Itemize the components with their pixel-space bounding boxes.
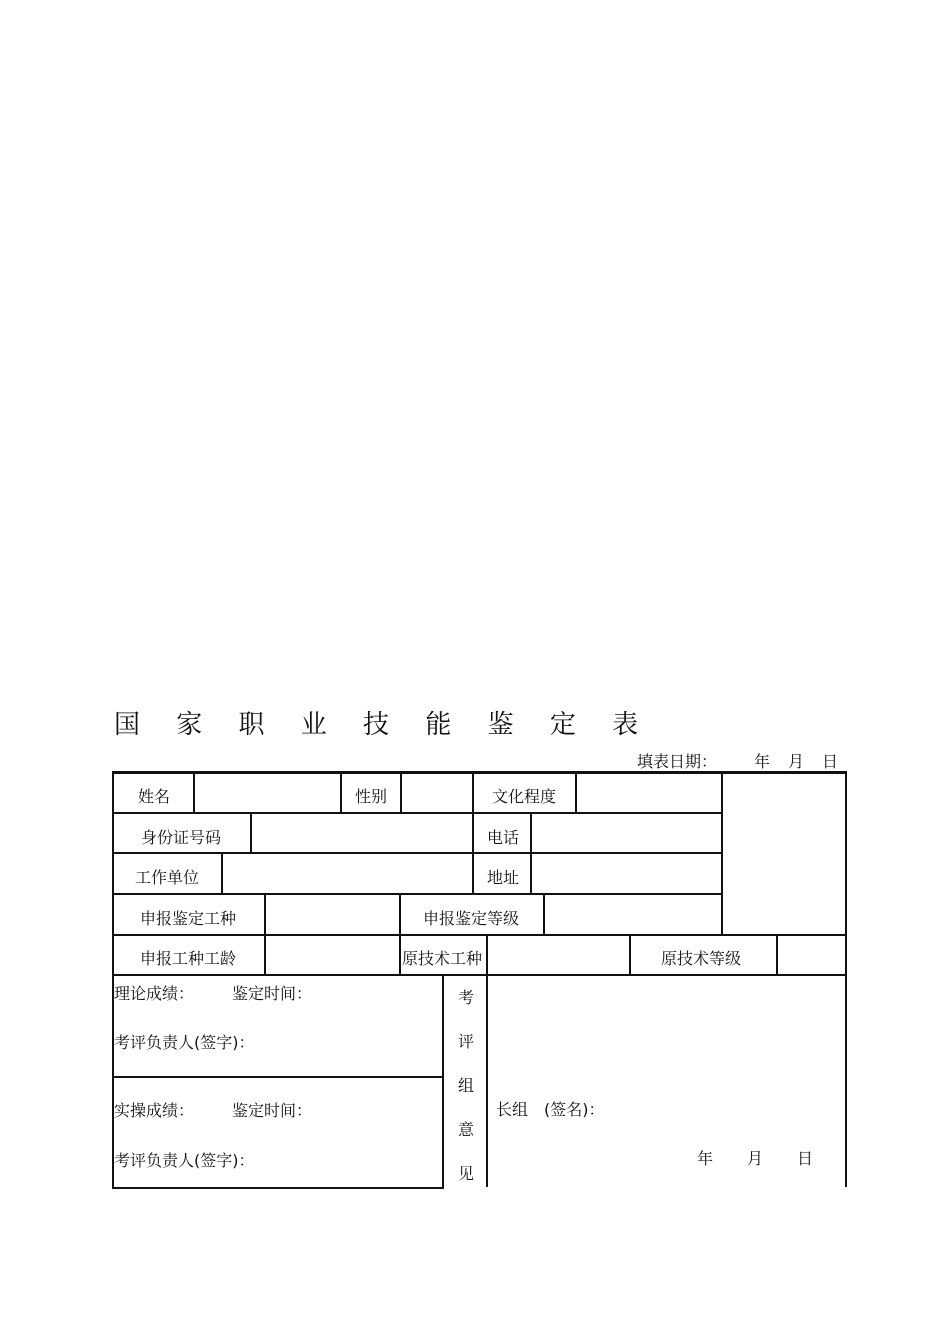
r5-v5 [776,934,778,975]
border-left [112,771,114,1189]
opinion-char-3: 组 [458,1076,475,1095]
label-education: 文化程度 [492,787,557,806]
fill-date-month: 月 [788,752,805,771]
r1-v5 [575,771,577,813]
opinion-char-2: 评 [458,1032,475,1051]
label-practical-time: 鉴定时间： [232,1101,313,1120]
r3-v1 [221,852,223,894]
label-theory-examiner: 考评负责人(签字)： [114,1033,255,1052]
r4-v1 [264,893,266,935]
label-id-number: 身份证号码 [141,828,222,847]
opinion-char-4: 意 [458,1120,475,1139]
fill-date-day: 日 [822,752,839,771]
r4-v2 [399,893,401,935]
label-apply-level: 申报鉴定等级 [423,909,520,928]
row-line-2 [112,852,722,854]
label-address: 地址 [487,868,520,887]
r3-v3 [530,852,532,894]
row-line-1 [112,812,722,814]
label-panel-leader: 长组 (签名)： [496,1100,605,1119]
r5-v4 [629,934,631,975]
r5-v1 [264,934,266,975]
r2-v1 [250,812,252,853]
row-line-6 [112,1076,444,1078]
opinion-label-right-line [486,974,488,1187]
r1-v4 [472,771,474,813]
fill-date-year: 年 [754,752,771,771]
opinion-day: 日 [797,1149,814,1168]
row-line-4 [112,934,847,936]
fill-date-label: 填表日期： [637,752,718,771]
r2-v3 [530,812,532,853]
r5-v3 [486,934,488,975]
label-apply-trade: 申报鉴定工种 [140,909,237,928]
label-practical-examiner: 考评负责人(签字)： [114,1151,255,1170]
r4-v3 [543,893,545,935]
r1-v1 [193,771,195,813]
r2-v2 [472,812,474,853]
row-line-5 [112,974,847,976]
row-line-3 [112,893,722,895]
label-orig-level: 原技术等级 [661,949,742,968]
opinion-char-1: 考 [458,988,475,1007]
opinion-char-5: 见 [458,1164,475,1183]
r3-v2 [472,852,474,894]
border-right [845,771,847,1187]
label-phone: 电话 [487,828,520,847]
page-title: 国 家 职 业 技 能 鉴 定 表 [114,710,653,740]
photo-column-line [721,771,723,935]
label-theory-time: 鉴定时间： [232,984,313,1003]
label-orig-trade: 原技术工种 [402,949,483,968]
label-practical-score: 实操成绩： [114,1101,195,1120]
border-top [112,771,847,774]
label-name: 姓名 [138,787,171,806]
row-line-bottom [112,1187,444,1189]
label-theory-score: 理论成绩： [114,984,195,1003]
label-trade-years: 申报工种工龄 [140,949,237,968]
opinion-month: 月 [747,1149,764,1168]
r1-v2 [340,771,342,813]
opinion-year: 年 [697,1149,714,1168]
score-section-right-line [442,974,444,1189]
label-work-unit: 工作单位 [135,868,200,887]
label-gender: 性别 [355,787,388,806]
r5-v2 [399,934,401,975]
r1-v3 [400,771,402,813]
